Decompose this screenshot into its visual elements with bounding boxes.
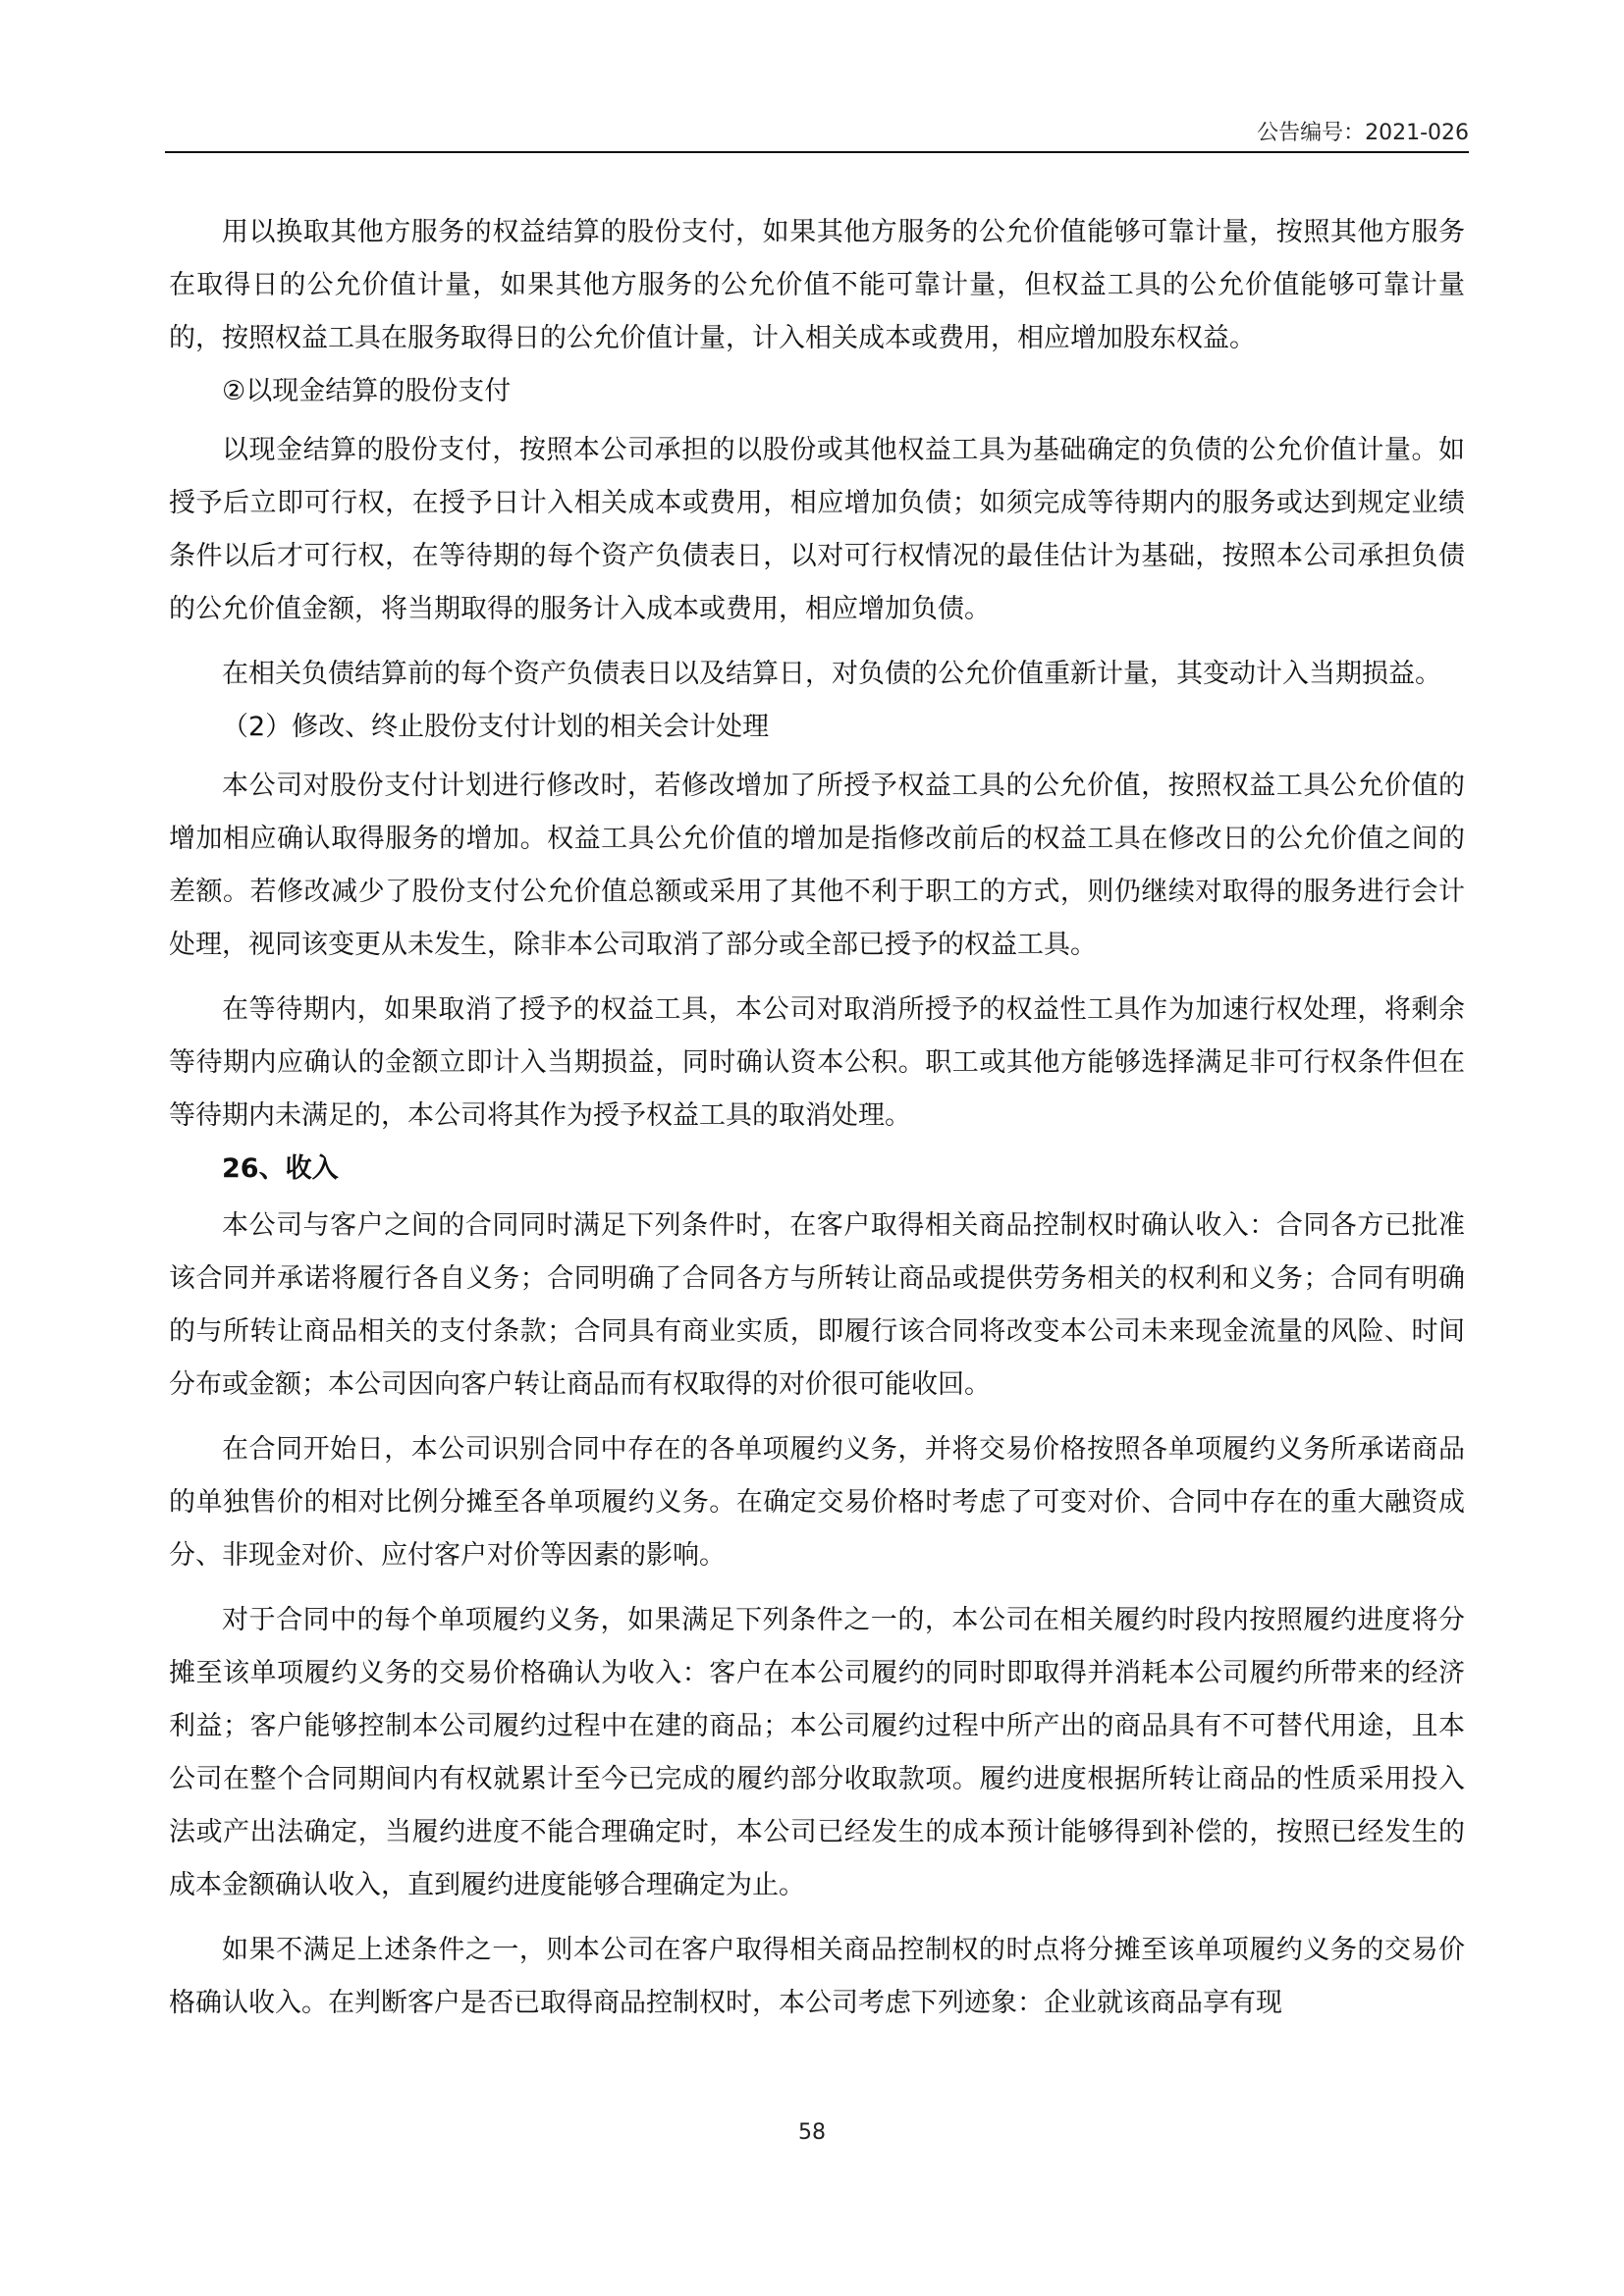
subheading-cash-settled: ②以现金结算的股份支付 — [222, 376, 512, 406]
section-heading-revenue: 26、收入 — [222, 1153, 339, 1184]
paragraph-cancellation: 在等待期内，如果取消了授予的权益工具，本公司对取消所授予的权益性工具作为加速行权处理，将剩余等待期内应确认的金额立即计入当期损益，同时确认资本公积。职工或其他方能够选择满足非可行权条件但在等待期内未满足的，本公司将其作为授予权益工具的取消处理。 — [169, 994, 1465, 1131]
paragraph-modification: 本公司对股份支付计划进行修改时，若修改增加了所授予权益工具的公允价值，按照权益工具公允价值的增加相应确认取得服务的增加。权益工具公允价值的增加是指修改前后的权益工具在修改日的公允价值之间的差额。若修改减少了股份支付公允价值总额或采用了其他不利于职工的方式，则仍继续对取得的服务进行会计处理，视同该变更从未发生，除非本公司取消了部分或全部已授予的权益工具。 — [169, 771, 1465, 960]
paragraph-performance-obligations: 在合同开始日，本公司识别合同中存在的各单项履约义务，并将交易价格按照各单项履约义务所承诺商品的单独售价的相对比例分摊至各单项履约义务。在确定交易价格时考虑了可变对价、合同中存在的重大融资成分、非现金对价、应付客户对价等因素的影响。 — [169, 1434, 1465, 1571]
paragraph-cash-settled: 以现金结算的股份支付，按照本公司承担的以股份或其他权益工具为基础确定的负债的公允价值计量。如授予后立即可行权，在授予日计入相关成本或费用，相应增加负债；如须完成等待期内的服务或达到规定业绩条件以后才可行权，在等待期的每个资产负债表日，以对可行权情况的最佳估计为基础，按照本公司承担负债的公允价值金额，将当期取得的服务计入成本或费用，相应增加负债。 — [169, 435, 1465, 624]
announcement-number: 公告编号：2021-026 — [1257, 121, 1469, 145]
paragraph-point-in-time: 如果不满足上述条件之一，则本公司在客户取得相关商品控制权的时点将分摊至该单项履约义务的交易价格确认收入。在判断客户是否已取得商品控制权时，本公司考虑下列迹象：企业就该商品享有现 — [169, 1935, 1465, 2018]
page-number: 58 — [798, 2120, 826, 2145]
paragraph-revenue-conditions: 本公司与客户之间的合同同时满足下列条件时，在客户取得相关商品控制权时确认收入：合同各方已批准该合同并承诺将履行各自义务；合同明确了合同各方与所转让商品或提供劳务相关的权利和义务；合同有明确的与所转让商品相关的支付条款；合同具有商业实质，即履行该合同将改变本公司未来现金流量的风险、时间分布或金额；本公司因向客户转让商品而有权取得的对价很可能收回。 — [169, 1210, 1465, 1400]
paragraph-over-time: 对于合同中的每个单项履约义务，如果满足下列条件之一的，本公司在相关履约时段内按照履约进度将分摊至该单项履约义务的交易价格确认为收入：客户在本公司履约的同时即取得并消耗本公司履约所带来的经济利益；客户能够控制本公司履约过程中在建的商品；本公司履约过程中所产出的商品具有不可替代用途，且本公司在整个合同期间内有权就累计至今已完成的履约部分收取款项。履约进度根据所转让商品的性质采用投入法或产出法确定，当履约进度不能合理确定时，本公司已经发生的成本预计能够得到补偿的，按照已经发生的成本金额确认收入，直到履约进度能够合理确定为止。 — [169, 1605, 1465, 1900]
header-rule — [165, 151, 1469, 153]
document-body — [169, 206, 1465, 2030]
subheading-modification: （2）修改、终止股份支付计划的相关会计处理 — [222, 712, 770, 742]
paragraph-equity-settled: 用以换取其他方服务的权益结算的股份支付，如果其他方服务的公允价值能够可靠计量，按照其他方服务在取得日的公允价值计量，如果其他方服务的公允价值不能可靠计量，但权益工具的公允价值能够可靠计量的，按照权益工具在服务取得日的公允价值计量，计入相关成本或费用，相应增加股东权益。 — [169, 217, 1465, 353]
paragraph-remeasurement: 在相关负债结算前的每个资产负债表日以及结算日，对负债的公允价值重新计量，其变动计入当期损益。 — [222, 659, 1441, 689]
